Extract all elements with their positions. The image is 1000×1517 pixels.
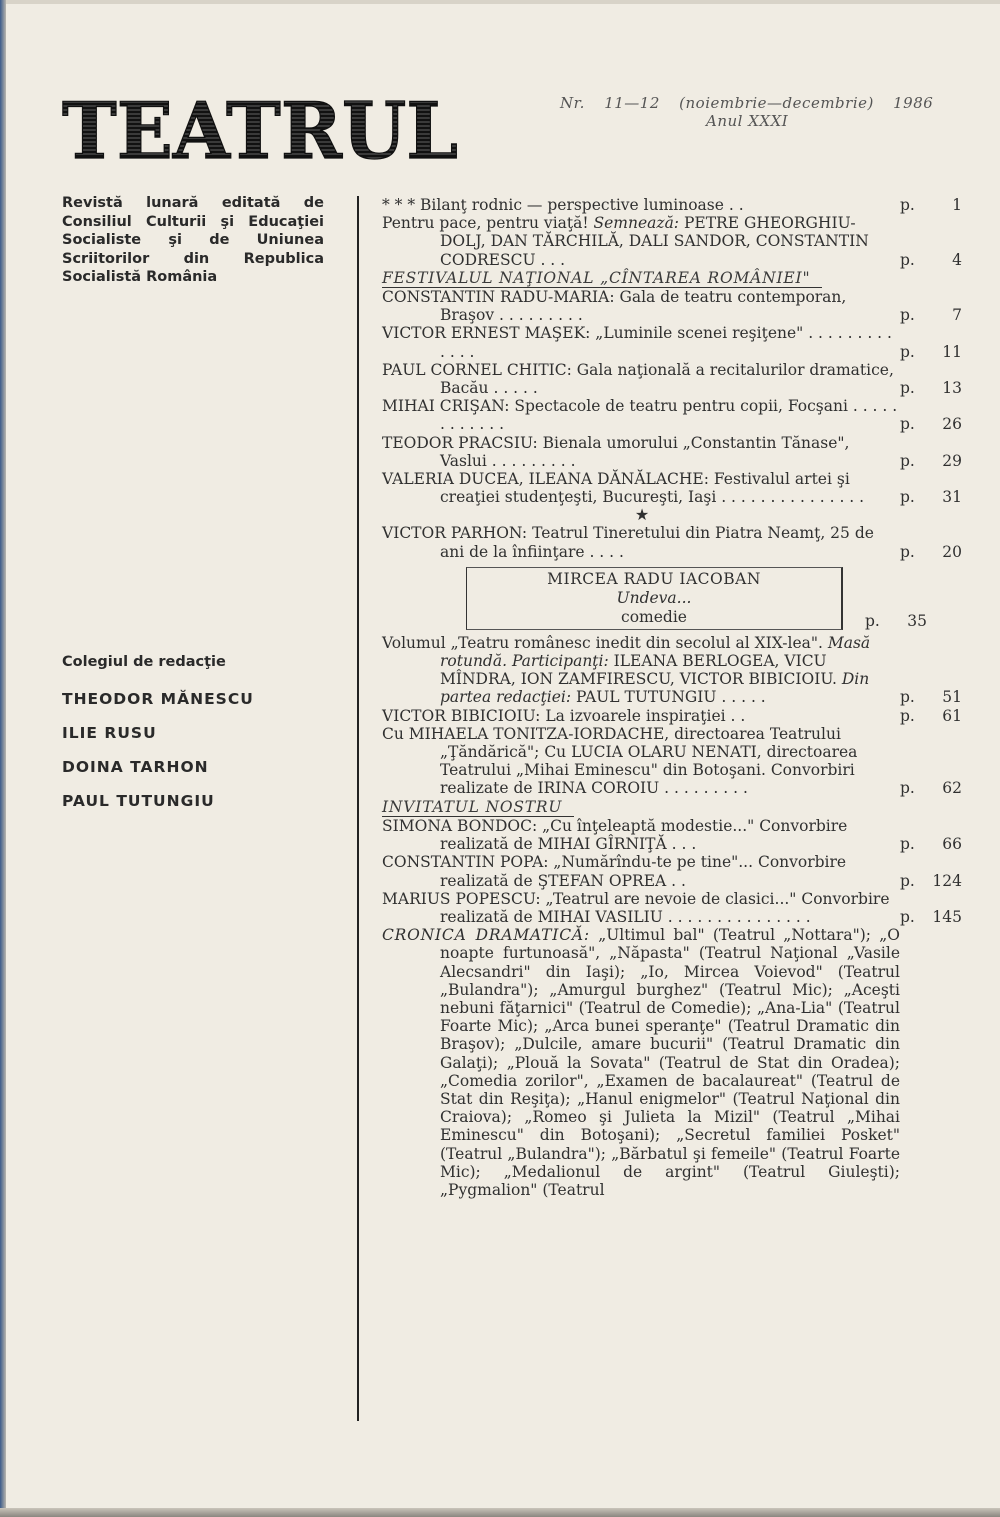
page-prefix: p. bbox=[900, 451, 915, 470]
page-number: 62 bbox=[942, 779, 962, 798]
featured-play-author: MIRCEA RADU IACOBAN bbox=[547, 569, 761, 588]
toc-entry bbox=[382, 524, 962, 560]
section-heading-festival bbox=[382, 269, 962, 288]
table-of-contents bbox=[382, 196, 962, 1199]
toc-entry-label: Semnează: bbox=[593, 214, 680, 233]
page-number: 51 bbox=[942, 688, 962, 707]
issue-months: (noiembrie—decembrie) bbox=[679, 94, 874, 112]
toc-entry bbox=[382, 196, 962, 214]
toc-entry-text: VICTOR PARHON: Teatrul Tineretului din Piatra Neamţ, 25 de ani de la înfiinţare . . . . bbox=[382, 524, 874, 561]
page-prefix: p. bbox=[900, 196, 915, 214]
toc-entry-text: PAUL CORNEL CHITIC: Gala naţională a recitalurilor dramatice, Bacău . . . . . bbox=[382, 360, 894, 398]
page-number: 13 bbox=[942, 379, 962, 398]
masthead-logo bbox=[60, 92, 460, 164]
toc-entry-text: TEODOR PRACSIU: Bienala umorului „Constantin Tănase", Vaslui . . . . . . . . . bbox=[382, 433, 850, 470]
page-prefix: p. bbox=[900, 379, 915, 398]
board-member: THEODOR MĂNESCU bbox=[62, 690, 254, 708]
toc-entry-text: VALERIA DUCEA, ILEANA DĂNĂLACHE: Festivalul artei şi creaţiei studenţeşti, Bucureşti, Iaşi . . . . . . . . . . . . . . . bbox=[382, 470, 865, 507]
page-prefix: p. bbox=[865, 611, 880, 630]
toc-entry-text: MARIUS POPESCU: „Teatrul are nevoie de clasici..." Convorbire realizată de MIHAI VASILIU . . . . . . . . . . . . . . . bbox=[382, 889, 890, 926]
page-number: 66 bbox=[942, 835, 962, 854]
issue-volume: Anul XXXI bbox=[706, 112, 789, 130]
featured-play-entry bbox=[382, 567, 962, 630]
publication-description: Revistă lunară editată de Consiliul Culturii şi Educaţiei Socialiste şi de Uniunea Scriitorilor din Republica Socialistă România bbox=[62, 195, 324, 285]
board-member: PAUL TUTUNGIU bbox=[62, 792, 215, 810]
toc-entry-text: CONSTANTIN POPA: „Numărîndu-te pe tine"... Convorbire realizată de ŞTEFAN OPREA . . bbox=[382, 853, 847, 890]
page-prefix: p. bbox=[900, 907, 915, 926]
toc-entry bbox=[382, 434, 962, 470]
page-prefix: p. bbox=[900, 306, 915, 325]
toc-entry-text: Cu MIHAELA TONITZA-IORDACHE, directoarea Teatrului „Ţăndărică"; Cu LUCIA OLARU NENATI, directoarea Teatrului „Mihai Eminescu" din Botoşani. Convorbiri realizate de IRINA COROIU . . . . . . . . . bbox=[382, 724, 858, 798]
page-prefix: p. bbox=[900, 779, 915, 798]
toc-entry bbox=[382, 324, 962, 360]
toc-entry-label: Din partea redacţiei: bbox=[440, 670, 870, 707]
board-member: DOINA TARHON bbox=[62, 758, 209, 776]
page-prefix: p. bbox=[900, 250, 915, 269]
section-heading-text: INVITATUL NOSTRU bbox=[382, 798, 574, 817]
toc-entry-text: CONSTANTIN RADU-MARIA: Gala de teatru contemporan, Braşov . . . . . . . . . bbox=[382, 288, 847, 325]
toc-entry bbox=[382, 288, 962, 324]
page-number: 145 bbox=[932, 907, 962, 926]
issue-year: 1986 bbox=[893, 94, 934, 112]
chronicle-list: „Ultimul bal" (Teatrul „Nottara"); „O noapte furtunoasă", „Năpasta" (Teatrul Naţional „Vasile Alecsandri" din Iaşi); „Io, Mircea Voievod" (Teatrul „Bulandra"); „Amurgul burghez" (Teatrul Mic); „Aceşti nebuni făţarnici" (Teatrul de Comedie); „Ana-Lia" (Teatrul Foarte Mic); „Arca bunei speranţe" (Teatrul Dramatic din Braşov); „Dulcile, amare bucurii" (Teatrul Dramatic din Galaţi); „Plouă la Sovata" (Teatrul de Stat din Oradea); „Comedia zorilor", „Examen de bacalaureat" (Teatrul de Stat din Reşiţa); „Hanul enigmelor" (Teatrul Naţional din Craiova); „Romeo şi Julieta la Mizil" (Teatrul „Mihai Eminescu" din Botoşani); „Secretul familiei Posket" (Teatrul „Bulandra"); „Bărbatul şi femeile" (Teatrul Foarte Mic); „Medalionul de argint" (Teatrul Giuleşti); „Pygmalion" (Teatrul bbox=[440, 926, 900, 1199]
toc-entry-label: Masă rotundă. Participanţi: bbox=[440, 633, 871, 671]
page-number: 7 bbox=[952, 306, 962, 325]
toc-entry bbox=[382, 853, 962, 889]
page-prefix: p. bbox=[900, 688, 915, 707]
toc-entry-text: VICTOR BIBICIOIU: La izvoarele inspiraţiei . . bbox=[382, 706, 746, 725]
featured-play-title: Undeva... bbox=[616, 588, 692, 607]
page-number: 29 bbox=[942, 451, 962, 470]
issue-label: Nr. bbox=[560, 94, 585, 112]
toc-entry-text: SIMONA BONDOC: „Cu înţeleaptă modestie..." Convorbire realizată de MIHAI GÎRNIŢĂ . . . bbox=[382, 816, 848, 854]
toc-entry bbox=[382, 634, 962, 707]
star-separator: ★ bbox=[634, 505, 650, 525]
chronicle-text bbox=[382, 926, 900, 1199]
toc-entry-text: * * * Bilanţ rodnic — perspective luminoase . . bbox=[382, 196, 744, 214]
logo-wordmark: TEATRUL bbox=[62, 92, 458, 164]
toc-entry-text bbox=[382, 634, 900, 707]
page-bottom-edge bbox=[0, 1508, 1000, 1517]
page-number: 35 bbox=[907, 611, 927, 630]
toc-entry-authors: PETRE GHEORGHIU-DOLJ, DAN TĂRCHILĂ, DALI SANDOR, CONSTANTIN CODRESCU . . . bbox=[440, 214, 869, 269]
page-number: 4 bbox=[952, 250, 962, 269]
page-prefix: p. bbox=[900, 542, 915, 561]
toc-entry bbox=[382, 890, 962, 926]
page-number: 11 bbox=[942, 342, 962, 361]
issue-numbers: 11—12 bbox=[604, 94, 660, 112]
page-prefix: p. bbox=[900, 835, 915, 854]
issue-info bbox=[560, 94, 980, 130]
toc-entry-title: Pentru pace, pentru viaţă! bbox=[382, 214, 594, 233]
editorial-board-heading: Colegiul de redacţie bbox=[62, 654, 226, 670]
page-number: 26 bbox=[942, 415, 962, 434]
page-number: 61 bbox=[942, 706, 962, 725]
chronicle-entry bbox=[382, 926, 962, 1199]
toc-entry bbox=[382, 470, 962, 506]
toc-entry-text bbox=[382, 214, 900, 269]
featured-play-box bbox=[466, 567, 843, 630]
page-prefix: p. bbox=[900, 871, 915, 890]
featured-play-genre: comedie bbox=[621, 607, 687, 626]
toc-entry bbox=[382, 817, 962, 853]
toc-entry bbox=[382, 397, 962, 433]
toc-entry-authors: ILEANA BERLOGEA, VICU MÎNDRA, ION ZAMFIRESCU, VICTOR BIBICIOIU. bbox=[440, 652, 842, 689]
toc-entry bbox=[382, 725, 962, 798]
page-prefix: p. bbox=[900, 415, 915, 434]
toc-entry-text: MIHAI CRIŞAN: Spectacole de teatru pentru copii, Focşani . . . . . . . . . . . . bbox=[382, 397, 898, 434]
page-number: 1 bbox=[952, 196, 962, 214]
column-divider bbox=[357, 196, 359, 1421]
toc-entry-authors: PAUL TUTUNGIU . . . . . bbox=[571, 688, 766, 707]
page-number: 124 bbox=[932, 871, 962, 890]
toc-entry bbox=[382, 214, 962, 269]
page-prefix: p. bbox=[900, 342, 915, 361]
binding-edge bbox=[0, 0, 6, 1517]
page-top-edge bbox=[0, 0, 1000, 4]
page-prefix: p. bbox=[900, 706, 915, 725]
page-prefix: p. bbox=[900, 488, 915, 507]
toc-entry-text: VICTOR ERNEST MAŞEK: „Luminile scenei reşiţene" . . . . . . . . . . . . . bbox=[382, 324, 892, 361]
toc-entry-title: Volumul „Teatru românesc inedit din secolul al XIX-lea". bbox=[382, 633, 828, 652]
section-heading-text: FESTIVALUL NAŢIONAL „CÎNTAREA ROMÂNIEI" bbox=[382, 269, 822, 288]
editorial-board bbox=[62, 654, 342, 818]
page-number: 20 bbox=[942, 542, 962, 561]
section-heading-guest bbox=[382, 798, 962, 817]
toc-entry bbox=[382, 707, 962, 725]
page-number: 31 bbox=[942, 488, 962, 507]
chronicle-label: CRONICA DRAMATICĂ: bbox=[382, 926, 590, 945]
toc-entry bbox=[382, 361, 962, 397]
board-member: ILIE RUSU bbox=[62, 724, 157, 742]
